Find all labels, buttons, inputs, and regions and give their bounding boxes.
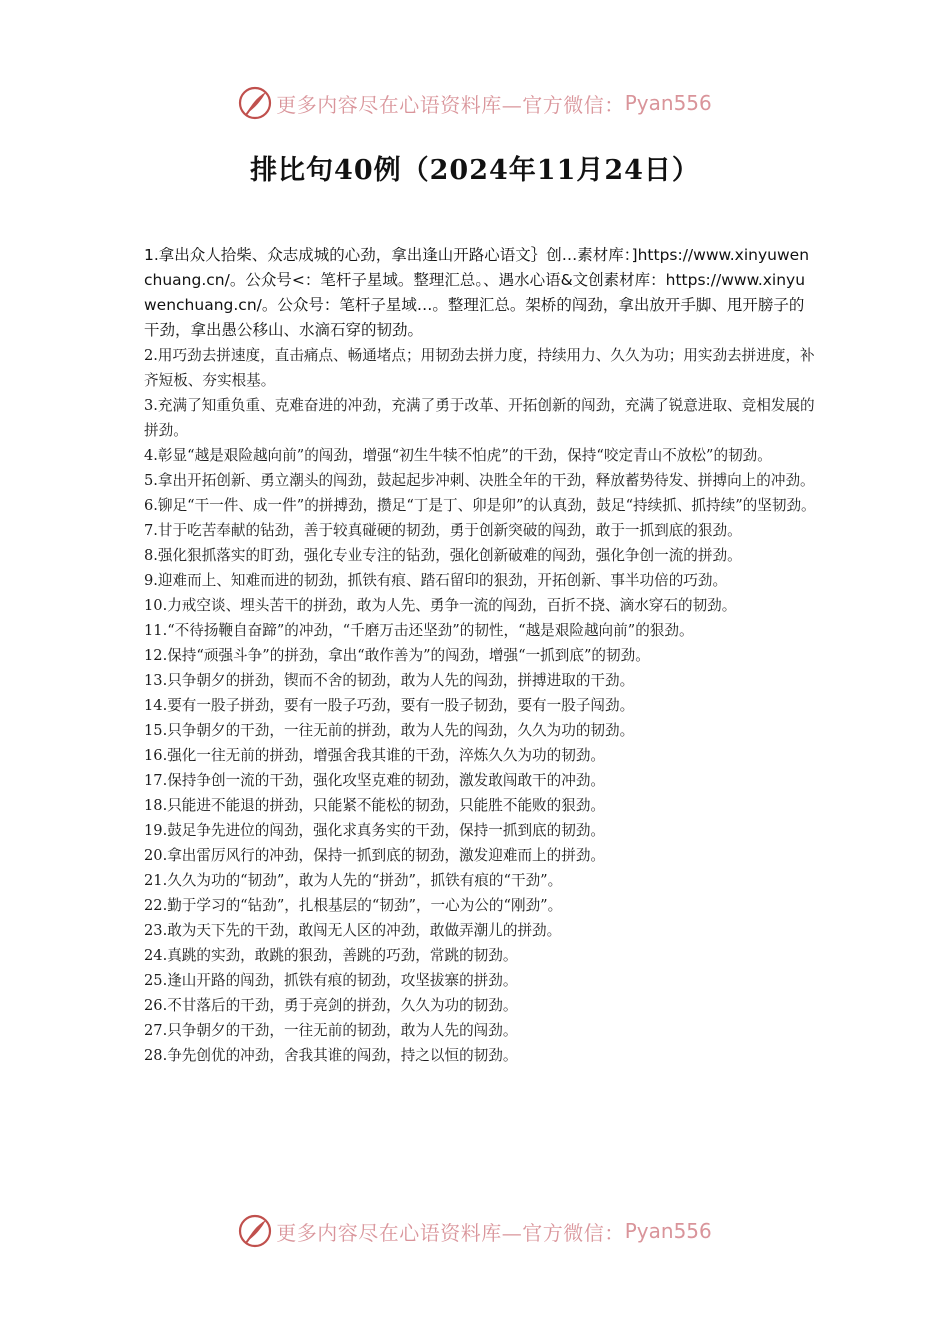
list-item: 6.铆足“干一件、成一件”的拼搏劲，攒足“丁是丁、卯是卯”的认真劲，鼓足“持续抓、抓持续”的坚韧劲。 bbox=[144, 497, 816, 514]
bottom-banner bbox=[0, 1211, 950, 1251]
list-item: 4.彰显“越是艰险越向前”的闯劲，增强“初生牛犊不怕虎”的干劲，保持“咬定青山不放松”的韧劲。 bbox=[144, 447, 772, 464]
banner-wechat-id: Pyan556 bbox=[624, 91, 712, 115]
list-item: 16.强化一往无前的拼劲，增强舍我其谁的干劲，淬炼久久为功的韧劲。 bbox=[144, 747, 606, 764]
list-item: 20.拿出雷厉风行的冲劲，保持一抓到底的韧劲，激发迎难而上的拼劲。 bbox=[144, 847, 606, 864]
list-item: 5.拿出开拓创新、勇立潮头的闯劲，鼓起起步冲刺、决胜全年的干劲，释放蓄势待发、拼搏向上的冲劲。 bbox=[144, 472, 815, 489]
list-item: 9.迎难而上、知难而进的韧劲，抓铁有痕、踏石留印的狠劲，开拓创新、事半功倍的巧劲。 bbox=[144, 572, 728, 589]
quill-pen-logo-icon bbox=[238, 86, 272, 120]
list-item: 14.要有一股子拼劲，要有一股子巧劲，要有一股子韧劲，要有一股子闯劲。 bbox=[144, 697, 635, 714]
list-item: 8.强化狠抓落实的盯劲，强化专业专注的钻劲，强化创新破难的闯劲，强化争创一流的拼劲。 bbox=[144, 547, 742, 564]
list-item: 12.保持“顽强斗争”的拼劲，拿出“敢作善为”的闯劲，增强“一抓到底”的韧劲。 bbox=[144, 647, 650, 664]
list-item: 18.只能进不能退的拼劲，只能紧不能松的韧劲，只能胜不能败的狠劲。 bbox=[144, 797, 606, 814]
list-item: 15.只争朝夕的干劲，一往无前的拼劲，敢为人先的闯劲，久久为功的韧劲。 bbox=[144, 722, 635, 739]
list-item: 3.充满了知重负重、克难奋进的冲劲，充满了勇于改革、开拓创新的闯劲，充满了锐意进取、竞相发展的拼劲。 bbox=[144, 397, 815, 439]
document-body bbox=[144, 243, 816, 1068]
list-item: 28.争先创优的冲劲，舍我其谁的闯劲，持之以恒的韧劲。 bbox=[144, 1047, 518, 1064]
list-item: 2.用巧劲去拼速度，直击痛点、畅通堵点；用韧劲去拼力度，持续用力、久久为功；用实劲去拼进度，补齐短板、夯实根基。 bbox=[144, 347, 815, 389]
banner-text: 更多内容尽在心语资料库—官方微信： bbox=[276, 1220, 625, 1245]
list-item: 7.甘于吃苦奉献的钻劲，善于较真碰硬的韧劲，勇于创新突破的闯劲，敢于一抓到底的狠劲。 bbox=[144, 522, 742, 539]
list-item: 11.“不待扬鞭自奋蹄”的冲劲，“千磨万击还坚劲”的韧性，“越是艰险越向前”的狠劲。 bbox=[144, 622, 694, 639]
banner-text: 更多内容尽在心语资料库—官方微信： bbox=[276, 92, 625, 117]
list-item: 1.拿出众人拾柴、众志成城的心劲，拿出逢山开路心语文｝创…素材库：]https://www.xinyuwenchuang.cn/。公众号<：笔杆子星域。整理汇总。、遇水心语&文创素材库：https://www.xinyuwenchuang.cn/。公众号：笔杆子星域…。整理汇总。架桥的闯劲，拿出放开手脚、甩开膀子的干劲，拿出愚公移山、水滴石穿的韧劲。 bbox=[144, 246, 810, 339]
banner-wechat-id: Pyan556 bbox=[624, 1219, 712, 1243]
list-item: 22.勤于学习的“钻劲”，扎根基层的“韧劲”，一心为公的“刚劲”。 bbox=[144, 897, 563, 914]
top-banner bbox=[0, 83, 950, 123]
list-item: 19.鼓足争先进位的闯劲，强化求真务实的干劲，保持一抓到底的韧劲。 bbox=[144, 822, 606, 839]
list-item: 21.久久为功的“韧劲”，敢为人先的“拼劲”，抓铁有痕的“干劲”。 bbox=[144, 872, 563, 889]
list-item: 23.敢为天下先的干劲，敢闯无人区的冲劲，敢做弄潮儿的拼劲。 bbox=[144, 922, 562, 939]
list-item: 24.真跳的实劲，敢跳的狠劲，善跳的巧劲，常跳的韧劲。 bbox=[144, 947, 518, 964]
list-item: 17.保持争创一流的干劲，强化攻坚克难的韧劲，激发敢闯敢干的冲劲。 bbox=[144, 772, 606, 789]
list-item: 27.只争朝夕的干劲，一往无前的韧劲，敢为人先的闯劲。 bbox=[144, 1022, 518, 1039]
list-item: 26.不甘落后的干劲，勇于亮剑的拼劲，久久为功的韧劲。 bbox=[144, 997, 518, 1014]
list-item: 25.逢山开路的闯劲，抓铁有痕的韧劲，攻坚拔寨的拼劲。 bbox=[144, 972, 518, 989]
page-title: 排比句40例（2024年11月24日） bbox=[250, 155, 700, 186]
quill-pen-logo-icon bbox=[238, 1214, 272, 1248]
list-item: 10.力戒空谈、埋头苦干的拼劲，敢为人先、勇争一流的闯劲，百折不挠、滴水穿石的韧劲。 bbox=[144, 597, 737, 614]
list-item: 13.只争朝夕的拼劲，锲而不舍的韧劲，敢为人先的闯劲，拼搏进取的干劲。 bbox=[144, 672, 635, 689]
